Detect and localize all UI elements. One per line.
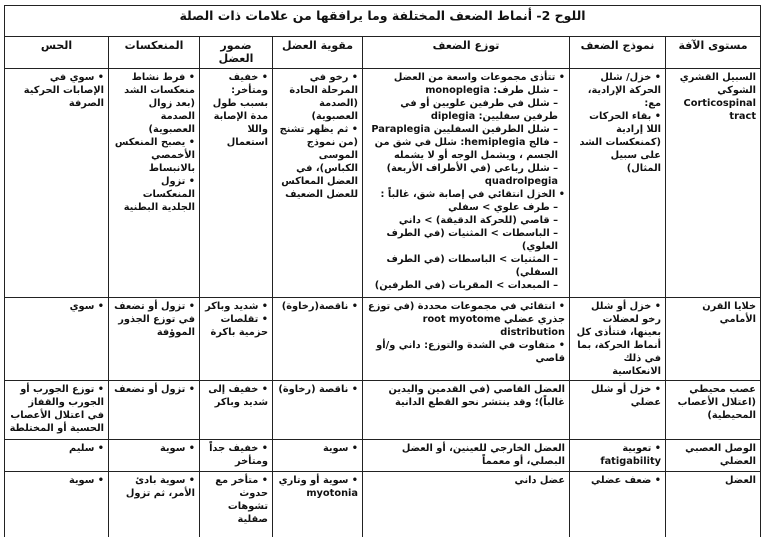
- table-row: [5, 69, 761, 298]
- cell-weakness-distribution: [363, 472, 570, 537]
- cell-reflexes: [109, 69, 200, 298]
- cell-weakness-pattern: [570, 69, 666, 298]
- cell-muscle-tone: [273, 440, 363, 472]
- cell-muscle-atrophy: [200, 381, 273, 440]
- cell-item: • متأخر مع حدوث تشوهات صقلية: [215, 475, 269, 525]
- cell-muscle-tone: [273, 69, 363, 298]
- cell-item: • ناقصة (رخاوة): [278, 384, 359, 395]
- cell-muscle-atrophy: [200, 440, 273, 472]
- cell-reflexes: [109, 440, 200, 472]
- cell-item: • تقلصات حزمية باكرة: [210, 314, 269, 338]
- cell-weakness-distribution: [363, 298, 570, 381]
- cell-item: العضل القاصي (في القدمين واليدين غالباً)؛ وقد ينتشر نحو القطع الدانية: [388, 384, 566, 408]
- weakness-patterns-table: [4, 5, 761, 537]
- cell-item: • الخزل انتقائي في إصابة شق، غالباً :: [380, 189, 566, 200]
- cell-item: • تتأذى مجموعات واسعة من العضل: [393, 72, 566, 83]
- cell-item: – الباسطات > المثنيات (في الطرف العلوي): [386, 228, 559, 252]
- cell-item: عضل داني: [514, 475, 566, 486]
- cell-item: • سليم: [69, 443, 105, 454]
- cell-reflexes: [109, 472, 200, 537]
- header-row: [5, 37, 761, 69]
- cell-item: • تزول أو تضعف في توزع الجذور الموؤفة: [114, 301, 196, 338]
- header-label: مستوى الآفة: [678, 39, 748, 52]
- cell-muscle-tone: [273, 472, 363, 537]
- cell-item: • خفيف إلى شديد وباكر: [208, 384, 269, 408]
- cell-muscle-tone: [273, 381, 363, 440]
- cell-reflexes: [109, 298, 200, 381]
- cell-item: العضل: [725, 475, 757, 486]
- cell-sensation: [5, 440, 109, 472]
- cell-item: • سوي في الإصابات الحركية الصرفة: [23, 72, 105, 109]
- cell-item: • ضعف عضلي: [591, 475, 662, 486]
- cell-lesion-level: [666, 472, 761, 537]
- header-lesion-level: [666, 37, 761, 69]
- cell-item: • شديد وباكر: [205, 301, 269, 312]
- cell-item: • بقاء الحركات اللا إرادية (كمنعكسات الشد على سبيل المثال): [579, 111, 662, 174]
- header-label: مقوية العضل: [282, 39, 354, 52]
- cell-item: – المثنيات > الباسطات (في الطرف السفلي): [386, 254, 559, 278]
- cell-item: • ناقصة(رخاوة): [281, 301, 359, 312]
- table-row: [5, 381, 761, 440]
- cell-weakness-distribution: [363, 440, 570, 472]
- cell-item: • توزع الجورب أو الجورب والقفاز في اعتلال الأعصاب الحسية أو المختلطة: [9, 384, 105, 434]
- cell-item: • خزل/ شلل الحركة الإرادية، مع:: [587, 72, 662, 109]
- cell-weakness-distribution: [363, 69, 570, 298]
- cell-muscle-atrophy: [200, 69, 273, 298]
- cell-item: • فرط نشاط منعكسات الشد (بعد زوال الصدمة العصبوية): [124, 72, 196, 135]
- cell-item: • خفيف جداً ومتأخر: [209, 443, 269, 467]
- header-label: توزع الضعف: [432, 39, 500, 52]
- cell-lesion-level: [666, 69, 761, 298]
- table-row: [5, 440, 761, 472]
- cell-item: – شلل في طرفين علويين أو في طرفين سفليين: diplegia: [400, 98, 559, 122]
- cell-lesion-level: [666, 298, 761, 381]
- cell-item: • سوية بادئ الأمر، ثم تزول: [125, 475, 196, 499]
- cell-item: • ثم يظهر تشنج (من نموذج الموسى الكباس)، في العضل المعاكس للعضل الضعيف: [279, 124, 359, 200]
- cell-muscle-atrophy: [200, 298, 273, 381]
- cell-item: • سوي: [69, 301, 105, 312]
- cell-reflexes: [109, 381, 200, 440]
- cell-item: • خزل أو شلل عضلي: [591, 384, 662, 408]
- cell-item: • سوية: [322, 443, 359, 454]
- cell-item: عصب محيطي (اعتلال الأعصاب المحيطية): [677, 384, 757, 421]
- cell-item: – قاصي (للحركة الدقيقة) > داني: [398, 215, 559, 226]
- cell-item: Corticospinal tract: [683, 98, 757, 122]
- cell-item: العضل الخارجي للعينين، أو العضل البصلي، أو معمماً: [401, 443, 566, 467]
- cell-item: • رخو في المرحلة الحادة (الصدمة العصبوية): [289, 72, 359, 122]
- cell-item: – شلل الطرفين السفليين Paraplegia: [371, 124, 559, 135]
- cell-item: • خزل أو شلل رخو لعضلات بعينها، فتتأذى كل أنماط الحركة، بما في ذلك الانعكاسية: [576, 301, 662, 377]
- cell-item: • تعوبية fatigability: [600, 443, 662, 467]
- cell-weakness-pattern: [570, 298, 666, 381]
- header-muscle-atrophy: [200, 37, 273, 69]
- title-row: [5, 6, 761, 37]
- cell-weakness-pattern: [570, 381, 666, 440]
- cell-muscle-atrophy: [200, 472, 273, 537]
- header-weakness-pattern: [570, 37, 666, 69]
- header-sensation: [5, 37, 109, 69]
- cell-item: خلايا القرن الأمامي: [702, 301, 757, 325]
- cell-lesion-level: [666, 440, 761, 472]
- table-title: اللوح 2- أنماط الضعف المختلفة وما يرافقها من علامات ذات الصلة: [5, 6, 761, 37]
- cell-item: – فالج hemiplegia: شلل في شق من الجسم ، ويشمل الوجه أو لا يشمله: [374, 137, 559, 161]
- table-row: [5, 298, 761, 381]
- table-row: [5, 472, 761, 537]
- cell-item: – شلل رباعي (في الأطراف الأربعة) quadrolpegia: [386, 163, 559, 187]
- header-label: ضمور العضل: [218, 39, 254, 65]
- cell-weakness-pattern: [570, 472, 666, 537]
- cell-item: • سوية: [159, 443, 196, 454]
- cell-item: – المبعدات > المقربات (في الطرفين): [374, 280, 559, 291]
- cell-sensation: [5, 298, 109, 381]
- cell-item: السبيل القشري الشوكي: [679, 72, 757, 96]
- cell-item: – طرف علوي > سفلي: [448, 202, 559, 213]
- cell-sensation: [5, 69, 109, 298]
- header-muscle-tone: [273, 37, 363, 69]
- header-label: نموذج الضعف: [580, 39, 655, 52]
- header-weakness-distribution: [363, 37, 570, 69]
- header-label: المنعكسات: [124, 39, 184, 52]
- cell-item: الوصل العصبي العضلي: [685, 443, 757, 467]
- cell-muscle-tone: [273, 298, 363, 381]
- header-label: الحس: [40, 39, 73, 52]
- cell-weakness-pattern: [570, 440, 666, 472]
- cell-item: – شلل طرف: monoplegia: [425, 85, 559, 96]
- cell-item: • تزول المنعكسات الجلدية البطنية: [123, 176, 196, 213]
- cell-weakness-distribution: [363, 381, 570, 440]
- cell-lesion-level: [666, 381, 761, 440]
- cell-item: • متفاوت في الشدة والتوزع: داني و/أو قاصي: [376, 340, 566, 364]
- cell-item: • تزول أو تضعف: [114, 384, 196, 395]
- cell-item: • انتقائي في مجموعات محددة (في توزع جذري عضلي root myotome distribution: [368, 301, 566, 338]
- cell-item: • خفيف ومتأخر: بسبب طول مدة الإصابة واللا استعمال: [212, 72, 269, 148]
- header-reflexes: [109, 37, 200, 69]
- cell-sensation: [5, 381, 109, 440]
- cell-item: • سوية أو وتاري myotonia: [278, 475, 359, 499]
- table-body: [5, 69, 761, 537]
- cell-item: • يصبح المنعكس الأخمصي بالانبساط: [114, 137, 196, 174]
- cell-sensation: [5, 472, 109, 537]
- cell-item: • سوية: [68, 475, 105, 486]
